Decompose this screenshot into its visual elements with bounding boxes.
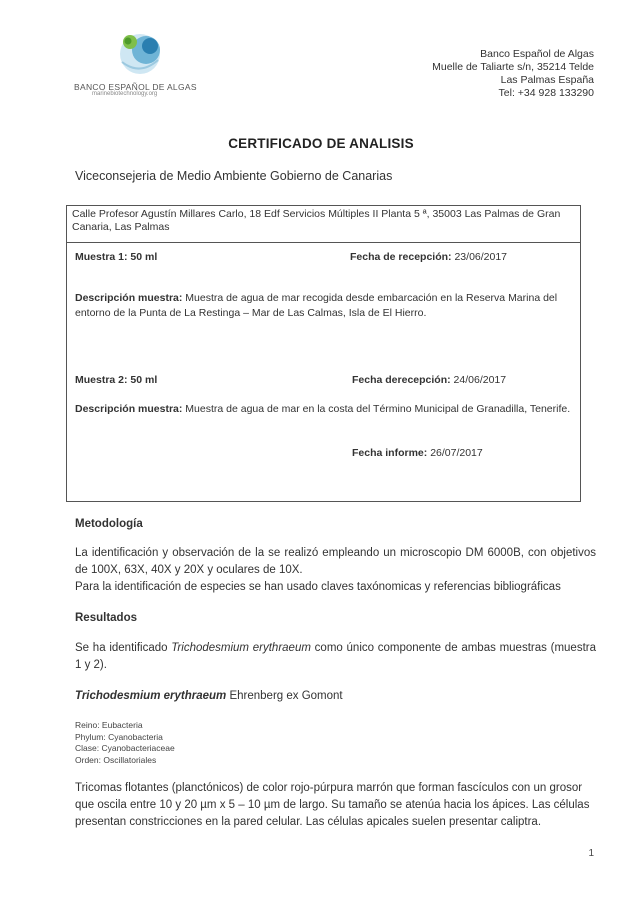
taxonomy-item: Reino: Eubacteria xyxy=(75,720,143,730)
report-value: 26/07/2017 xyxy=(430,447,483,459)
address-line: Banco Español de Algas xyxy=(480,48,594,60)
reception1-value: 23/06/2017 xyxy=(454,251,508,263)
desc1-value: Muestra de agua de mar recogida desde embarcación en la Reserva Marina del entorno de la Punta de La Restinga – Mar de Las Calmas, Isla de El Hierro. xyxy=(75,292,558,319)
taxonomy-list xyxy=(75,720,175,766)
client-address: Calle Profesor Agustín Millares Carlo, 18 Edf Servicios Múltiples II Planta 5 ª, 35003 Las Palmas de Gran Canaria, Las Palmas xyxy=(66,205,581,243)
species-title xyxy=(75,688,343,705)
sample1-description xyxy=(75,291,575,321)
taxonomy-item: Phylum: Cyanobacteria xyxy=(75,731,163,742)
desc2-value: Muestra de agua de mar en la costa del Término Municipal de Granadilla, Tenerife. xyxy=(185,403,571,415)
species-author: Ehrenberg ex Gomont xyxy=(229,690,343,702)
results-heading: Resultados xyxy=(75,612,137,624)
desc2-label: Descripción muestra: xyxy=(75,403,183,415)
desc1-label: Descripción muestra: xyxy=(75,292,183,304)
reception1-label: Fecha de recepción: xyxy=(350,251,452,263)
species-name: Trichodesmium erythraeum xyxy=(75,690,227,702)
client-name: Viceconsejeria de Medio Ambiente Gobierno de Canarias xyxy=(75,169,393,183)
taxonomy-item: Orden: Oscillatoriales xyxy=(75,754,157,765)
logo-name: BANCO ESPAÑOL DE ALGAS xyxy=(74,82,197,92)
sender-address xyxy=(432,48,594,100)
address-line: Las Palmas España xyxy=(500,74,594,86)
taxonomy-item: Clase: Cyanobacteriaceae xyxy=(75,743,175,753)
species-description: Tricomas flotantes (planctónicos) de color rojo-púrpura marrón que forman fascículos con un grosor que oscila entre 10 y 20 µm x 5 – 10 µm de largo. Su tamaño se atenúa hacia los ápices. Las células presentan constricciones en la pared celular. Las células apicales suelen presentar caliptra. xyxy=(75,782,590,828)
algae-globe-icon xyxy=(72,28,222,88)
sample2-label: Muestra 2: 50 ml xyxy=(75,374,158,386)
logo-url: marinebiotechnology.org xyxy=(92,91,158,97)
reception2-date xyxy=(352,373,506,388)
methodology-references: Para la identificación de especies se han usado claves taxónomicas y referencias bibliográficas xyxy=(75,581,561,593)
reception2-value: 24/06/2017 xyxy=(453,374,507,386)
sample1-label: Muestra 1: 50 ml xyxy=(75,251,158,263)
report-date xyxy=(352,446,483,461)
reception1-date xyxy=(350,250,507,265)
results-species: Trichodesmium erythraeum xyxy=(171,642,311,654)
results-text-before: Se ha identificado xyxy=(75,642,168,654)
page-number: 1 xyxy=(588,848,594,859)
results-text-after: como único componente de ambas muestras (muestra 1 y 2). xyxy=(75,642,596,671)
document-title: CERTIFICADO DE ANALISIS xyxy=(228,136,414,151)
address-line: Tel: +34 928 133290 xyxy=(498,87,594,99)
report-label: Fecha informe: xyxy=(352,447,428,459)
methodology-heading: Metodología xyxy=(75,518,143,530)
reception2-label: Fecha derecepción: xyxy=(352,374,451,386)
results-paragraph xyxy=(75,640,596,674)
address-line: Muelle de Taliarte s/n, 35214 Telde xyxy=(432,61,594,73)
sample2-description xyxy=(75,402,580,417)
methodology-paragraph: La identificación y observación de la se realizó empleando un microscopio DM 6000B, con objetivos de 100X, 63X, 40X y 20X y oculares de 10X. xyxy=(75,547,596,576)
